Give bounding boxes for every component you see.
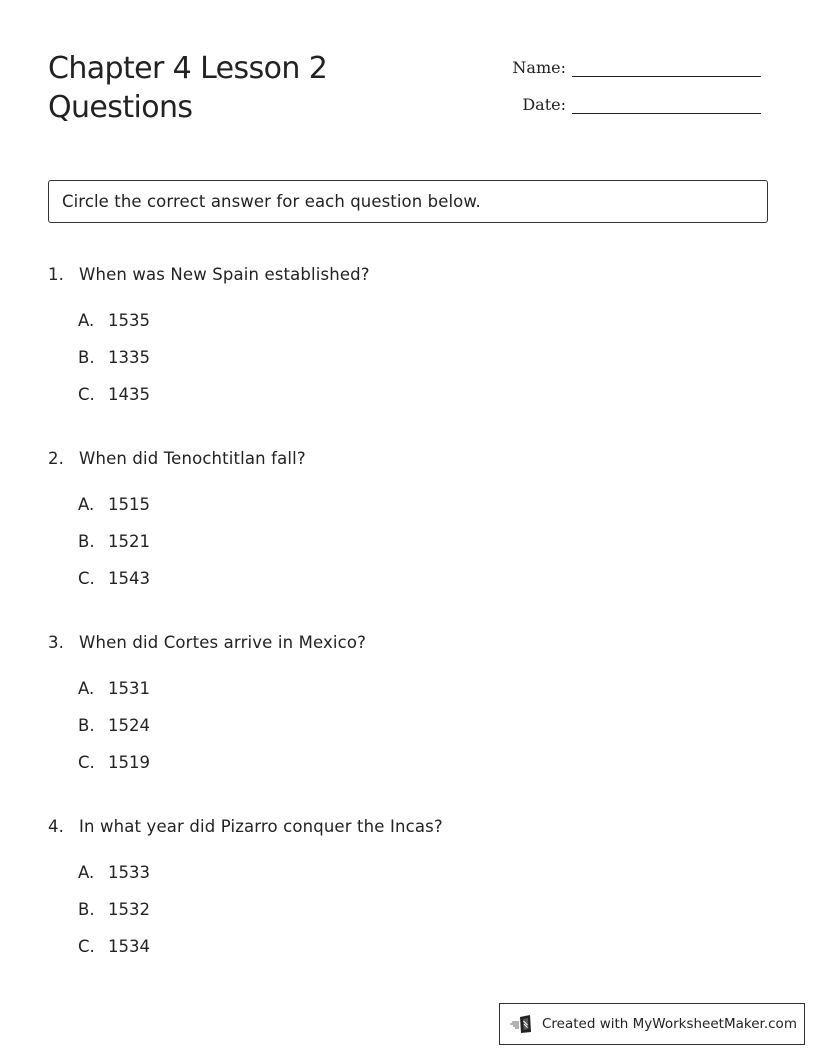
- student-info-fields: [500, 52, 770, 126]
- choice-text: 1435: [108, 385, 150, 404]
- question-prompt: [48, 262, 768, 288]
- choice-c[interactable]: [78, 934, 768, 971]
- name-label: Name:: [512, 58, 566, 77]
- choice-b[interactable]: [78, 529, 768, 566]
- question-number: 3.: [48, 633, 65, 652]
- choice-text: 1532: [108, 900, 150, 919]
- question-text: In what year did Pizarro conquer the Incas?: [79, 817, 443, 836]
- choice-text: 1543: [108, 569, 150, 588]
- answer-choices: [48, 492, 768, 603]
- question-text: When was New Spain established?: [79, 265, 370, 284]
- choice-letter: B.: [78, 532, 95, 551]
- title-line-1: Chapter 4 Lesson 2: [48, 51, 328, 86]
- name-field-row: [500, 52, 770, 77]
- question-text: When did Tenochtitlan fall?: [79, 449, 306, 468]
- question-number: 4.: [48, 817, 65, 836]
- choice-c[interactable]: [78, 382, 768, 419]
- question-prompt: [48, 814, 768, 840]
- answer-choices: [48, 860, 768, 971]
- question-number: 2.: [48, 449, 65, 468]
- choice-text: 1521: [108, 532, 150, 551]
- title-line-2: Questions: [48, 90, 193, 125]
- choice-letter: B.: [78, 348, 95, 367]
- question-4: [48, 814, 768, 998]
- choice-a[interactable]: [78, 492, 768, 529]
- worksheet-title: [48, 49, 448, 127]
- choice-c[interactable]: [78, 750, 768, 787]
- question-text: When did Cortes arrive in Mexico?: [79, 633, 367, 652]
- choice-letter: A.: [78, 311, 95, 330]
- choice-a[interactable]: [78, 308, 768, 345]
- choice-letter: A.: [78, 863, 95, 882]
- choice-letter: C.: [78, 753, 95, 772]
- choice-text: 1519: [108, 753, 150, 772]
- footer-text: Created with MyWorksheetMaker.com: [542, 1016, 797, 1032]
- instructions-box: [48, 180, 768, 223]
- question-3: [48, 630, 768, 814]
- question-1: [48, 262, 768, 446]
- question-list: [48, 262, 768, 998]
- choice-b[interactable]: [78, 345, 768, 382]
- date-label: Date:: [522, 95, 566, 114]
- question-number: 1.: [48, 265, 65, 284]
- question-2: [48, 446, 768, 630]
- choice-text: 1534: [108, 937, 150, 956]
- choice-text: 1524: [108, 716, 150, 735]
- date-field-row: [500, 89, 770, 114]
- answer-choices: [48, 676, 768, 787]
- choice-letter: C.: [78, 385, 95, 404]
- choice-letter: B.: [78, 900, 95, 919]
- choice-letter: C.: [78, 937, 95, 956]
- choice-letter: A.: [78, 679, 95, 698]
- footer-credit[interactable]: [499, 1003, 805, 1045]
- choice-c[interactable]: [78, 566, 768, 603]
- question-prompt: [48, 446, 768, 472]
- question-prompt: [48, 630, 768, 656]
- choice-text: 1515: [108, 495, 150, 514]
- choice-text: 1535: [108, 311, 150, 330]
- choice-text: 1531: [108, 679, 150, 698]
- worksheet-maker-logo-icon: [510, 1014, 536, 1034]
- choice-a[interactable]: [78, 676, 768, 713]
- date-blank-line[interactable]: [572, 89, 761, 114]
- choice-a[interactable]: [78, 860, 768, 897]
- instructions-text: Circle the correct answer for each question below.: [62, 192, 481, 211]
- choice-letter: C.: [78, 569, 95, 588]
- choice-text: 1335: [108, 348, 150, 367]
- name-blank-line[interactable]: [572, 52, 761, 77]
- choice-text: 1533: [108, 863, 150, 882]
- answer-choices: [48, 308, 768, 419]
- choice-b[interactable]: [78, 713, 768, 750]
- choice-letter: A.: [78, 495, 95, 514]
- choice-b[interactable]: [78, 897, 768, 934]
- choice-letter: B.: [78, 716, 95, 735]
